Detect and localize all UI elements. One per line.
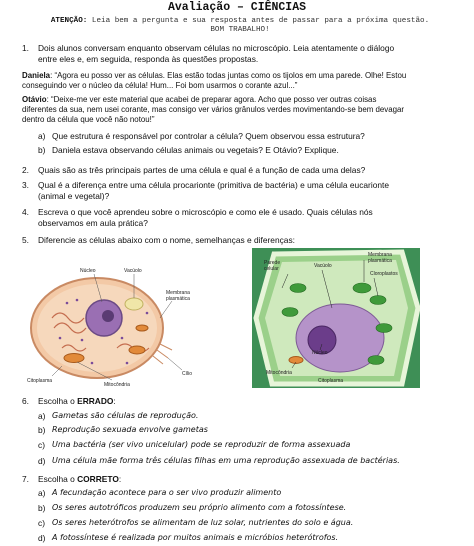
q6-option-d-letter: d) [38,456,46,466]
animal-label-citoplasma: Citoplasma [27,378,53,384]
animal-label-plasmatica: plasmática [166,296,190,302]
q7-option-a-letter: a) [38,488,46,498]
q7-prefix: Escolha o [38,474,78,484]
q3-number: 3. [22,180,29,190]
plant-label-nucleo: Núcleo [312,350,328,356]
plant-label-citoplasma: Citoplasma [318,378,344,384]
q4-line2: observamos em aula prática? [38,218,148,228]
q6-option-b-text: Reprodução sexuada envolve gametas [52,425,208,434]
q2-text: Quais são as três principais partes de uma célula e qual é a função de cada uma delas? [38,165,366,175]
q6-keyword: ERRADO [77,396,114,406]
animal-label-mitocondria: Mitocôndria [104,382,130,388]
q6-suffix: : [113,396,116,406]
plant-cell-illustration [252,248,420,388]
q4-number: 4. [22,207,29,217]
animal-nucleolus [102,310,114,322]
q7-option-c-letter: c) [38,518,45,528]
q7-option-d-text: A fotossíntese é realizada por muitos animais e micróbios heterótrofos. [52,533,339,542]
animal-cell-illustration [22,258,212,388]
warning-label: ATENÇÃO: [50,17,88,25]
q6-number: 6. [22,396,29,406]
q1-option-a-letter: a) [38,131,46,141]
q7-option-c-text: Os seres heterótrofos se alimentam de luz solar, nutrientes do solo e água. [52,518,354,527]
q7-keyword: CORRETO [77,474,119,484]
otavio-speech-1: : “Deixe-me ver este material que acabei de preparar agora. Acho que posso ver outras coisas [46,95,377,104]
q6-option-c-text: Uma bactéria (ser vivo unicelular) pode se reproduzir de forma assexuada [52,440,351,449]
q1-option-b-text: Daniela estava observando células animais ou vegetais? E Otávio? Explique. [52,145,339,155]
plant-label-mitocondria: Mitocôndria [266,370,292,376]
q6-prefix: Escolha o [38,396,78,406]
dialog-daniela-2: conseguindo ver o núcleo da célula! Hum... Foi bom usarmos o corante azul...” [22,81,298,90]
dialog-daniela-1 [22,71,406,81]
q5-number: 5. [22,235,29,245]
q7-option-b-letter: b) [38,503,46,513]
animal-label-nucleo: Núcleo [80,268,96,274]
page-title: Avaliação – CIÊNCIAS [167,1,307,14]
q3-line1: Qual é a diferença entre uma célula procarionte (primitiva de bactéria) e uma célula eucarionte [38,180,390,190]
q3-line2: (animal e vegetal)? [38,191,110,201]
warning-text: Leia bem a pergunta e sua resposta antes de passar para a próxima questão. [91,17,430,25]
q7-option-a-text: A fecundação acontece para o ser vivo produzir alimento [52,488,282,497]
q1-option-a-text: Que estrutura é responsável por controlar a célula? Quem observou essa estrutura? [52,131,365,141]
instructions [40,17,440,35]
q2-number: 2. [22,165,29,175]
q4-line1: Escreva o que você aprendeu sobre o microscópio e como ele é usado. Quais células nós [38,207,373,217]
animal-mitochondria-shape-3 [136,325,148,331]
q5-text: Diferencie as células abaixo com o nome, semelhanças e diferenças: [38,235,295,245]
q7-option-b-text: Os seres autotróficos produzem seu próprio alimento com a fotossíntese. [52,503,347,512]
plant-label-plasmatica: plasmática [368,258,392,264]
q6-option-c-letter: c) [38,440,45,450]
q1-option-b-letter: b) [38,145,46,155]
animal-vacuole-shape [125,298,143,310]
plant-label-cloroplastos: Cloroplastos [370,271,398,277]
q6-option-b-letter: b) [38,425,46,435]
animal-label-vacuolo: Vacúolo [124,268,142,274]
q6-option-d-text: Uma célula mãe forma três células filhas em uma reprodução assexuada de bactérias. [52,456,400,465]
animal-label-membrana: Membrana [166,290,190,296]
dialog-otavio-3: dentro da célula que você não notou!” [22,115,155,124]
q7-option-d-letter: d) [38,533,46,543]
q6-option-a-letter: a) [38,411,46,421]
speaker-daniela: Daniela [22,71,51,80]
animal-mitochondria-shape [64,354,84,363]
plant-label-celular: celular [264,266,279,272]
q7-number: 7. [22,474,29,484]
plant-label-parede: Parede [264,260,281,266]
daniela-speech-1: : “Agora eu posso ver as células. Elas estão todas juntas como os tijolos em uma parede. Olhe! Estou [50,71,407,80]
animal-label-cilio: Cílio [182,371,193,377]
plant-label-membrana: Membrana [368,252,392,258]
q1-line2: entre eles e, em seguida, responda às questões propostas. [38,54,259,64]
q7-suffix: : [118,474,122,484]
q7-prompt [38,474,121,484]
q6-option-a-text: Gametas são células de reprodução. [52,411,199,420]
speaker-otavio: Otávio [22,95,47,104]
dialog-otavio-1 [22,95,376,105]
plant-label-vacuolo: Vacúolo [314,263,332,269]
animal-mitochondria-shape-2 [129,346,145,354]
q6-prompt [38,396,116,406]
warning-end: BOM TRABALHO! [210,26,270,34]
q1-line1: Dois alunos conversam enquanto observam células no microscópio. Leia atentamente o diálogo [38,43,395,53]
q1-number: 1. [22,43,29,53]
dialog-otavio-2: diferentes da sua, nem usei corante, mas consigo ver vários grânulos verdes movimentando-se bem devagar [22,105,405,114]
